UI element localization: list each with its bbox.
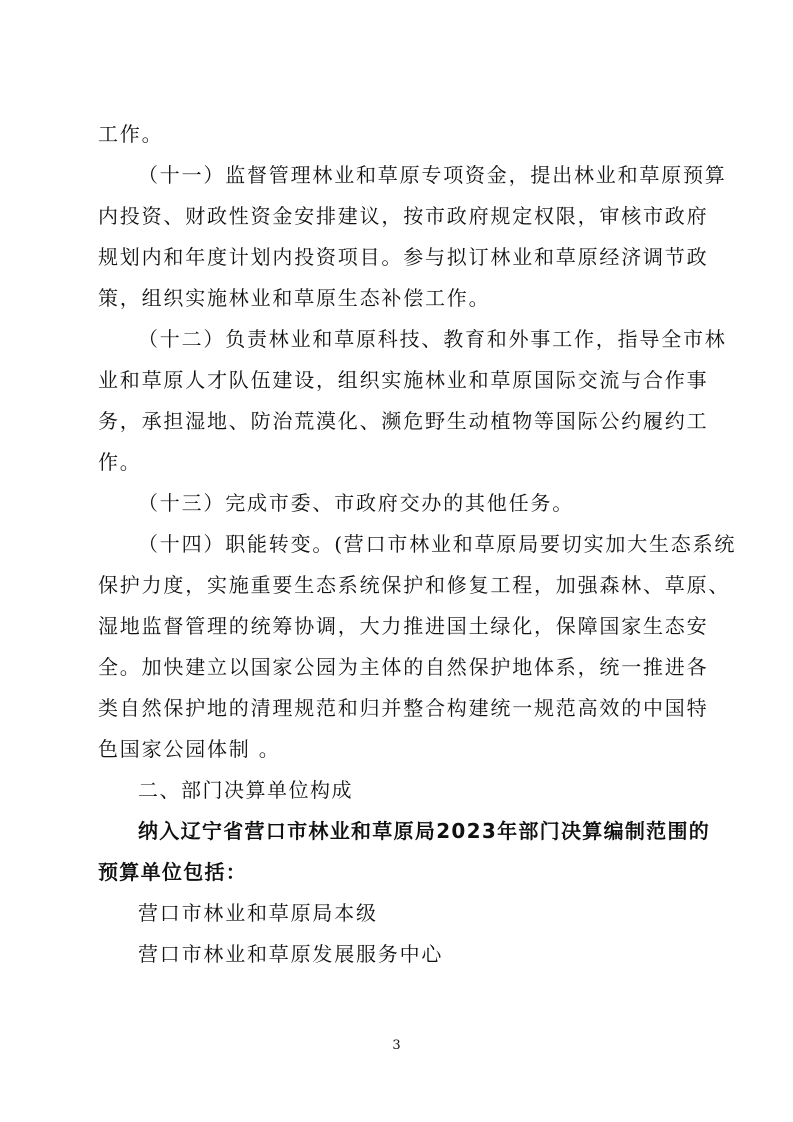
body-text-line: 业和草原人才队伍建设，组织实施林业和草原国际交流与合作事 [98,368,709,392]
bold-text-line: 预算单位包括： [98,860,248,884]
body-text-line: 类自然保护地的清理规范和归并整合构建统一规范高效的中国特 [98,696,709,720]
body-text-line: （十三）完成市委、市政府交办的其他任务。 [138,491,574,515]
body-text-line: 作。 [98,450,142,474]
body-text-line: 工作。 [98,122,164,146]
body-text-line: 色国家公园体制 。 [98,737,281,761]
body-text-line: 务，承担湿地、防治荒漠化、濒危野生动植物等国际公约履约工 [98,409,709,433]
bold-text-line: 纳入辽宁省营口市林业和草原局2023年部门决算编制范围的 [138,819,711,843]
body-text-line: 保护力度，实施重要生态系统保护和修复工程，加强森林、草原、 [98,573,731,597]
body-text-line: 全。加快建立以国家公园为主体的自然保护地体系，统一推进各 [98,655,709,679]
body-text-line: 湿地监督管理的统筹协调，大力推进国土绿化，保障国家生态安 [98,614,709,638]
body-text-line: 策，组织实施林业和草原生态补偿工作。 [98,286,491,310]
unit-list-item: 营口市林业和草原发展服务中心 [138,942,444,966]
body-text-line: 内投资、财政性资金安排建议，按市政府规定权限，审核市政府 [98,204,709,228]
body-text-line: 规划内和年度计划内投资项目。参与拟订林业和草原经济调节政 [98,245,709,269]
body-text-line: （十四）职能转变。(营口市林业和草原局要切实加大生态系统 [138,532,737,556]
unit-list-item: 营口市林业和草原局本级 [138,901,378,925]
page-number: 3 [392,1038,401,1053]
body-text-line: （十一）监督管理林业和草原专项资金，提出林业和草原预算 [138,163,727,187]
body-text-line: （十二）负责林业和草原科技、教育和外事工作，指导全市林 [138,327,727,351]
section-heading: 二、部门决算单位构成 [138,778,353,802]
